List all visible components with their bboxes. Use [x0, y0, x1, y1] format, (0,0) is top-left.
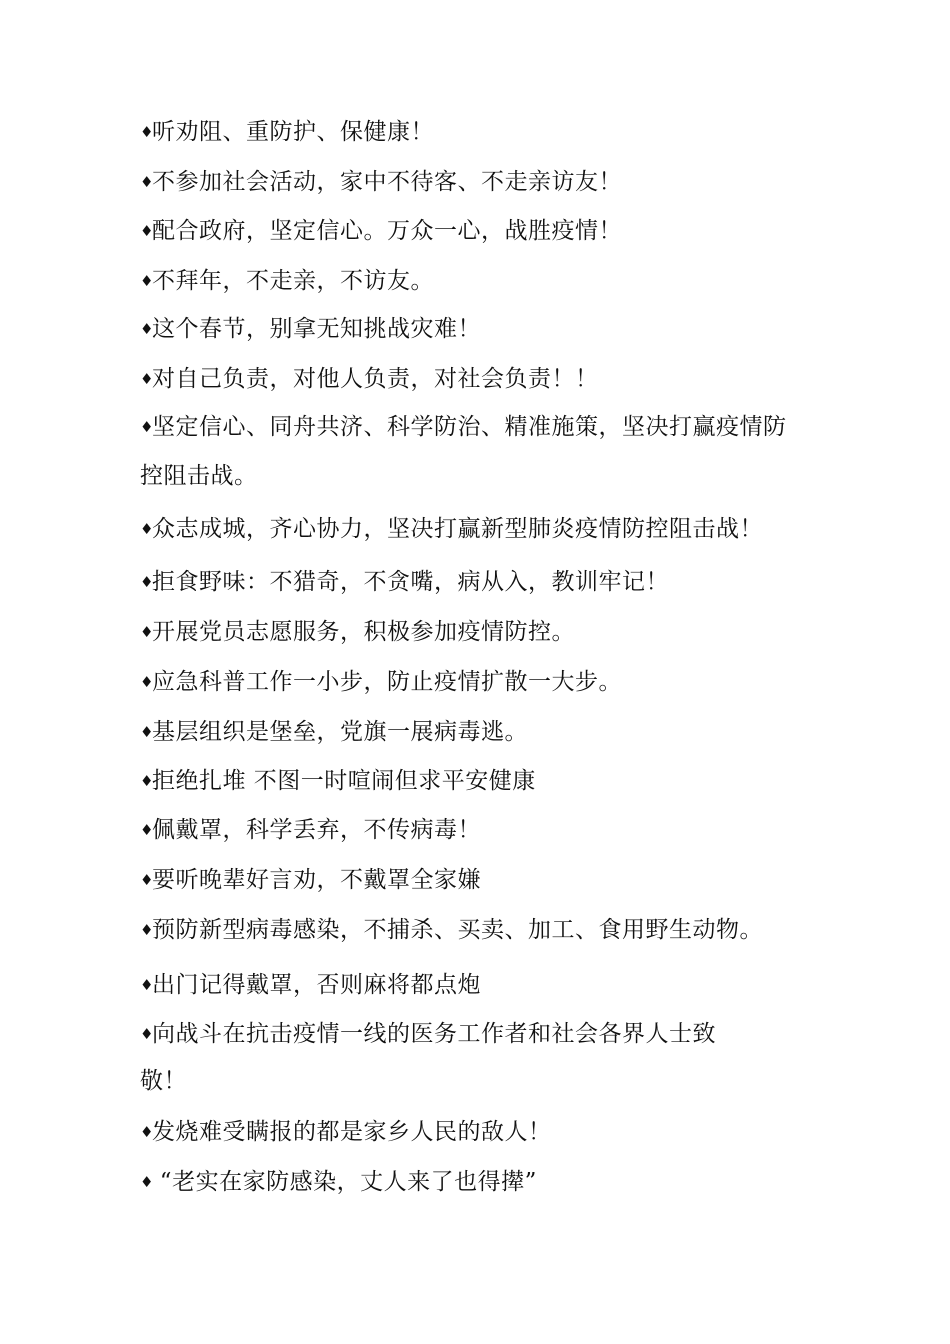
diamond-bullet-icon: ♦	[140, 623, 154, 641]
slogan-line	[140, 168, 622, 196]
slogan-line	[140, 568, 669, 596]
diamond-bullet-icon: ♦	[140, 976, 154, 994]
diamond-bullet-icon: ♦	[140, 673, 154, 691]
slogan-line	[140, 718, 528, 746]
slogan-text: 要听晚辈好言劝，不戴罩全家嫌	[152, 867, 481, 893]
slogan-line	[140, 1168, 537, 1196]
diamond-bullet-icon: ♦	[140, 821, 154, 839]
slogan-text: 基层组织是堡垒，党旗一展病毒逃。	[152, 719, 528, 745]
diamond-bullet-icon: ♦	[140, 1123, 154, 1141]
slogan-text: “老实在家防感染，丈人来了也得撵”	[152, 1169, 537, 1195]
diamond-bullet-icon: ♦	[140, 123, 154, 141]
slogan-text: 出门记得戴罩，否则麻将都点炮	[152, 972, 481, 998]
slogan-line	[140, 767, 536, 795]
diamond-bullet-icon: ♦	[140, 871, 154, 889]
slogan-text: 坚定信心、同舟共济、科学防治、精准施策，坚决打赢疫情防	[152, 414, 787, 440]
slogan-line	[140, 971, 481, 999]
slogan-line	[140, 1118, 552, 1146]
slogan-text: 这个春节，别拿无知挑战灾难！	[152, 316, 481, 342]
slogan-continuation: 控阻击战。	[140, 463, 258, 489]
slogan-text: 不拜年，不走亲，不访友。	[152, 268, 434, 294]
slogan-continuation: 敬！	[140, 1068, 187, 1094]
slogan-text: 发烧难受瞒报的都是家乡人民的敌人！	[152, 1119, 552, 1145]
slogan-text: 向战斗在抗击疫情一线的医务工作者和社会各界人士致	[152, 1021, 716, 1047]
diamond-bullet-icon: ♦	[140, 1025, 154, 1043]
slogan-line	[140, 816, 481, 844]
slogan-text: 配合政府，坚定信心。万众一心，战胜疫情！	[152, 218, 622, 244]
diamond-bullet-icon: ♦	[140, 573, 154, 591]
slogan-line	[140, 618, 575, 646]
diamond-bullet-icon: ♦	[140, 1173, 154, 1191]
slogan-line	[140, 413, 787, 441]
slogan-line	[140, 267, 434, 295]
slogan-text: 不参加社会活动，家中不待客、不走亲访友！	[152, 169, 622, 195]
diamond-bullet-icon: ♦	[140, 370, 154, 388]
slogan-text: 众志成城，齐心协力，坚决打赢新型肺炎疫情防控阻击战！	[152, 516, 763, 542]
slogan-text: 拒绝扎堆 不图一时喧闹但求平安健康	[152, 768, 536, 794]
diamond-bullet-icon: ♦	[140, 320, 154, 338]
slogan-text: 应急科普工作一小步，防止疫情扩散一大步。	[152, 669, 622, 695]
diamond-bullet-icon: ♦	[140, 272, 154, 290]
diamond-bullet-icon: ♦	[140, 723, 154, 741]
slogan-line	[140, 916, 763, 944]
slogan-text: 开展党员志愿服务，积极参加疫情防控。	[152, 619, 575, 645]
diamond-bullet-icon: ♦	[140, 772, 154, 790]
slogan-line	[140, 866, 481, 894]
slogan-text: 预防新型病毒感染，不捕杀、买卖、加工、食用野生动物。	[152, 917, 763, 943]
diamond-bullet-icon: ♦	[140, 520, 154, 538]
diamond-bullet-icon: ♦	[140, 222, 154, 240]
slogan-text: 拒食野味：不猎奇，不贪嘴，病从入，教训牢记！	[152, 569, 669, 595]
slogan-line	[140, 118, 434, 146]
diamond-bullet-icon: ♦	[140, 173, 154, 191]
diamond-bullet-icon: ♦	[140, 418, 154, 436]
slogan-text: 听劝阻、重防护、保健康！	[152, 119, 434, 145]
slogan-text: 对自己负责，对他人负责，对社会负责！！	[152, 366, 599, 392]
slogan-line	[140, 1020, 716, 1048]
slogan-line	[140, 217, 622, 245]
slogan-line	[140, 315, 481, 343]
slogan-line	[140, 668, 622, 696]
diamond-bullet-icon: ♦	[140, 921, 154, 939]
slogan-text: 佩戴罩，科学丢弃，不传病毒！	[152, 817, 481, 843]
slogan-line	[140, 515, 763, 543]
slogan-line	[140, 365, 599, 393]
